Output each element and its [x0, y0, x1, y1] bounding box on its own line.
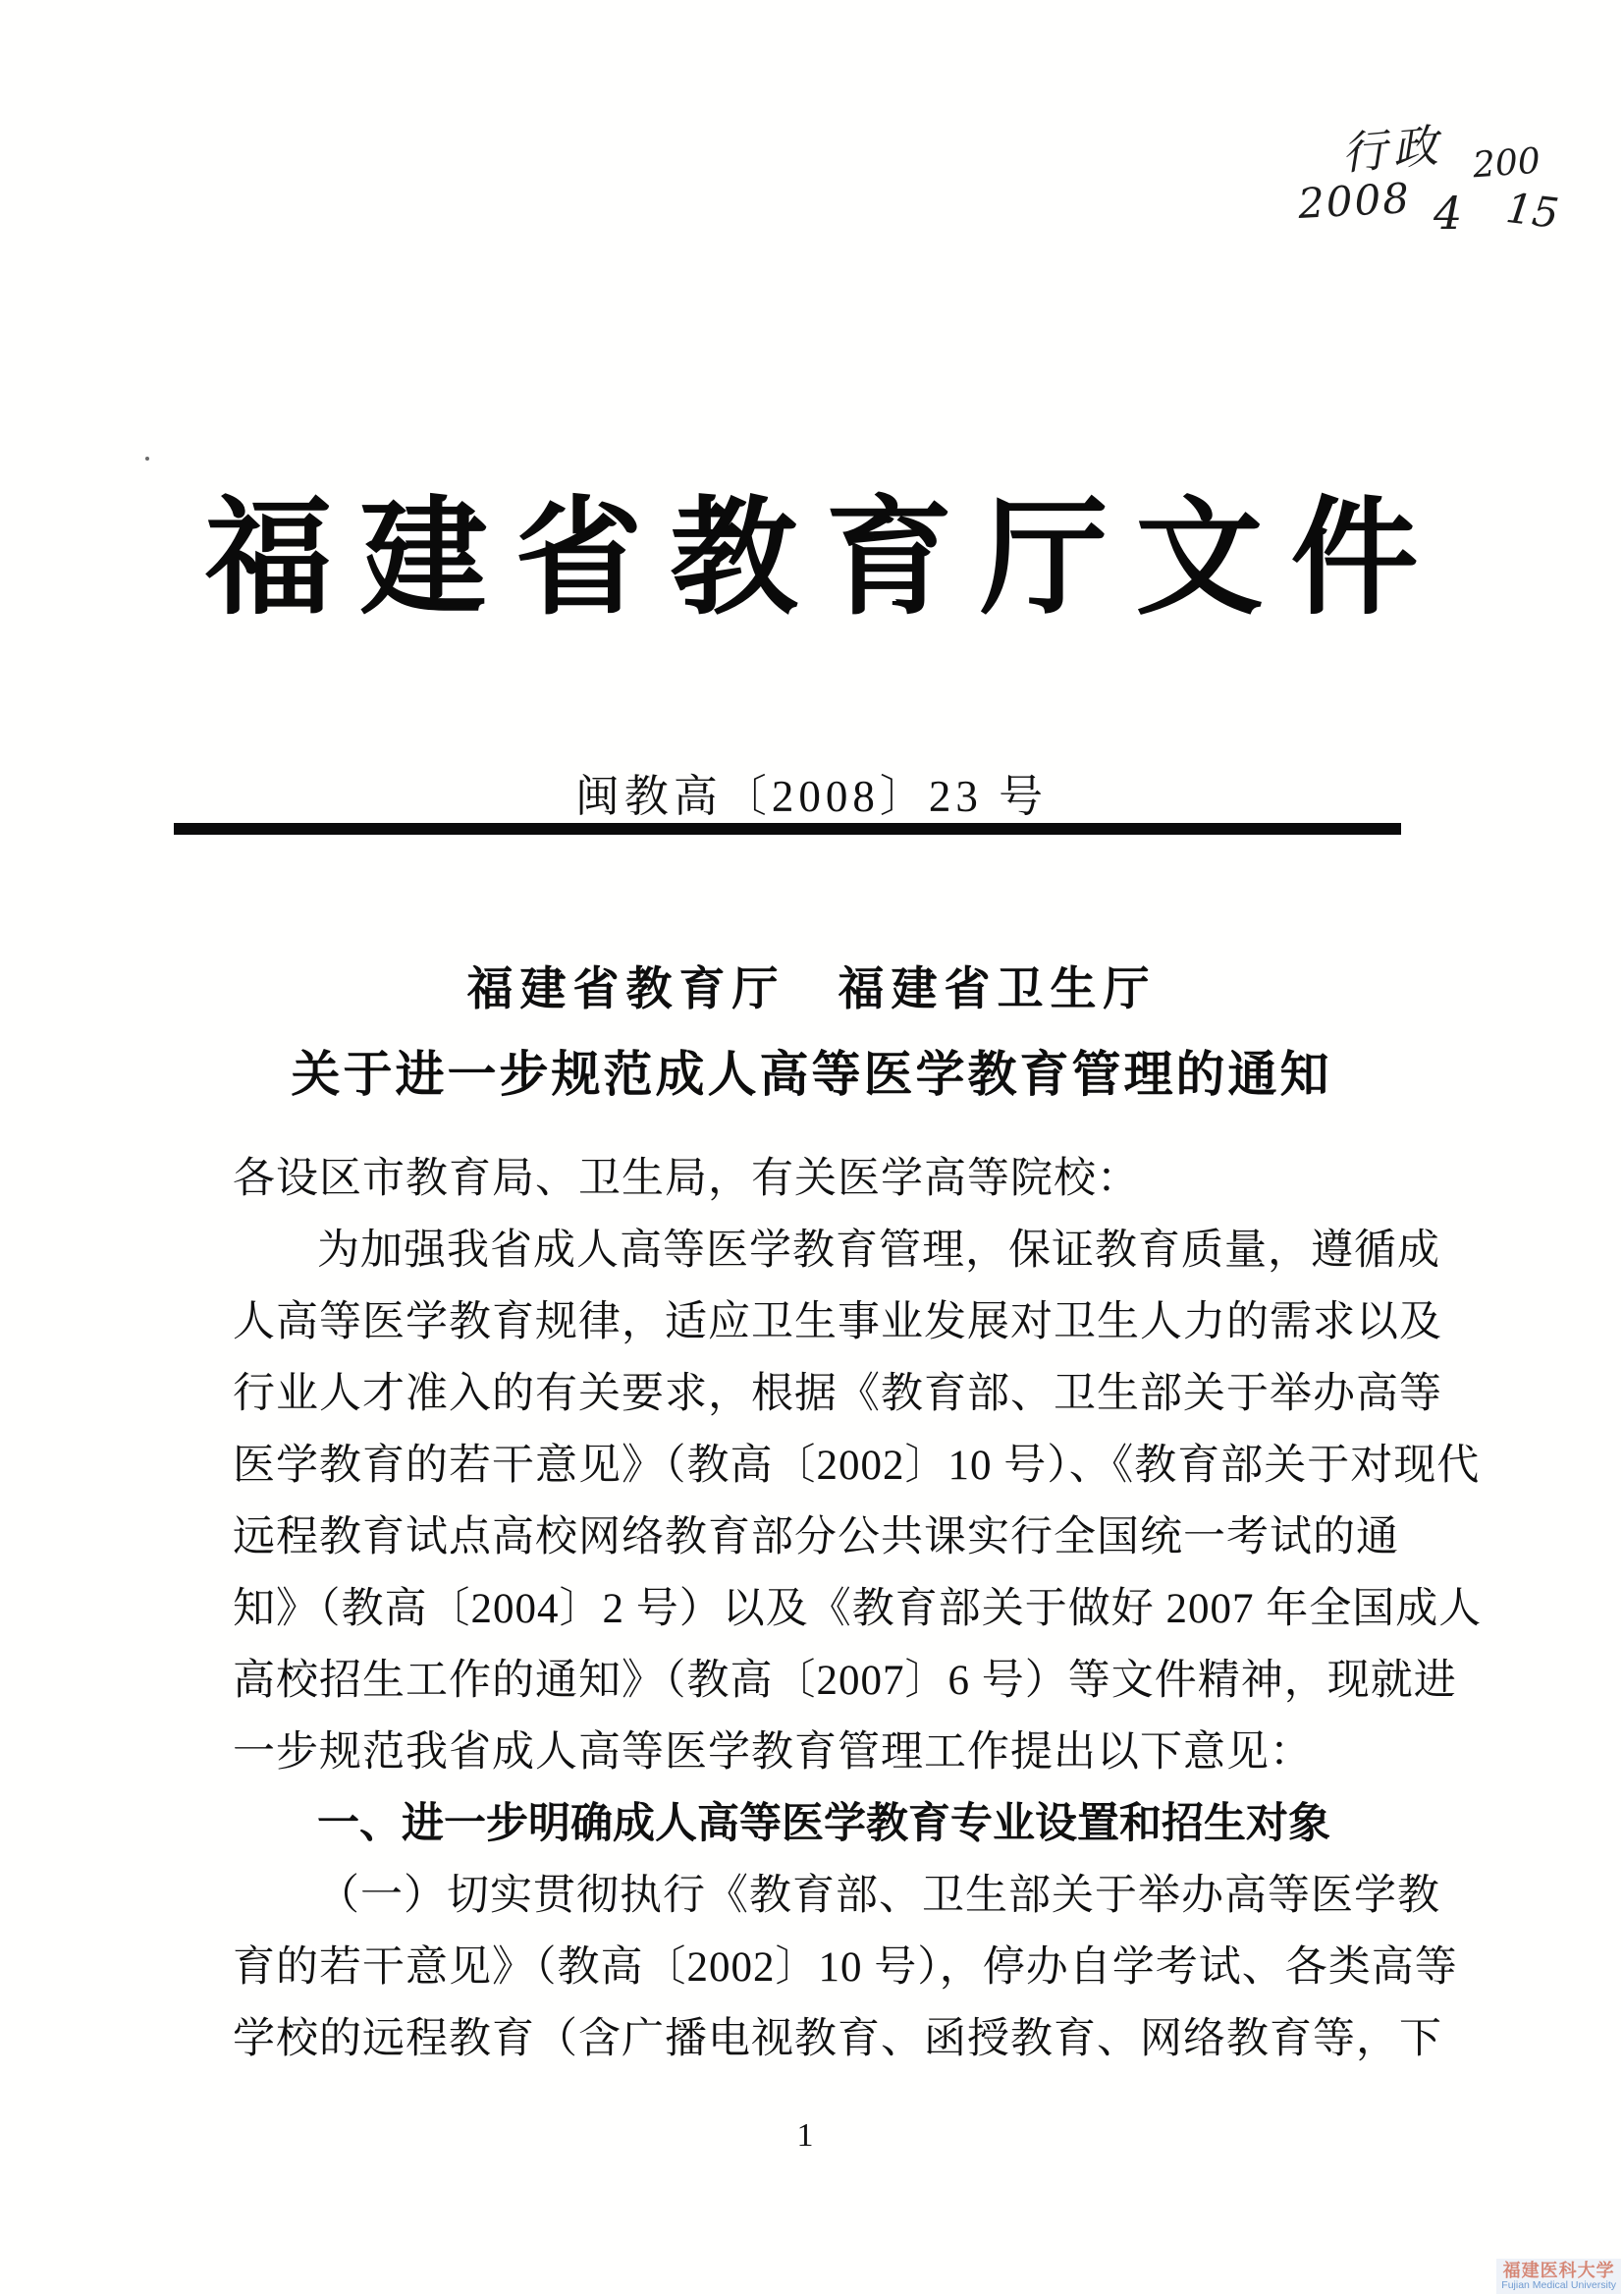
handwriting-year: 2008 [1296, 174, 1413, 228]
body-line: （一）切实贯彻执行《教育部、卫生部关于举办高等医学教 [317, 1873, 1440, 1919]
handwriting-day: 15 [1503, 183, 1562, 239]
salutation-line: 各设区市教育局、卫生局，有关医学高等院校： [233, 1156, 1140, 1202]
body-line: 医学教育的若干意见》（教高〔2002〕10 号）、《教育部关于对现代 [233, 1443, 1481, 1489]
handwriting-month: 4 [1434, 187, 1463, 240]
notice-title: 关于进一步规范成人高等医学教育管理的通知 [291, 1047, 1332, 1102]
watermark-chinese: 福建医科大学 [1502, 2260, 1615, 2280]
body-line: 知》（教高〔2004〕2 号）以及《教育部关于做好 2007 年全国成人 [233, 1586, 1483, 1632]
section-heading: 一、进一步明确成人高等医学教育专业设置和招生对象 [317, 1800, 1330, 1847]
body-line: 学校的远程教育（含广播电视教育、函授教育、网络教育等，下 [233, 2016, 1442, 2062]
body-line: 一步规范我省成人高等医学教育管理工作提出以下意见： [233, 1729, 1313, 1776]
page-number: 1 [796, 2117, 814, 2154]
document-body [233, 1143, 1489, 2075]
document-number: 闽教高〔2008〕23 号 [574, 772, 1049, 821]
handwriting-number-top: 200 [1471, 140, 1542, 187]
document-letterhead-title: 福建省教育厅文件 [204, 486, 1446, 629]
watermark-english: Fujian Medical University [1501, 2279, 1616, 2292]
scan-speck [145, 457, 149, 461]
body-line: 育的若干意见》（教高〔2002〕10 号），停办自学考试、各类高等 [233, 1944, 1458, 1991]
body-line: 高校招生工作的通知》（教高〔2007〕6 号）等文件精神，现就进 [233, 1658, 1457, 1704]
body-line: 远程教育试点高校网络教育部分公共课实行全国统一考试的通 [233, 1514, 1399, 1560]
watermark [1496, 2259, 1621, 2294]
letterhead-divider-rule [174, 823, 1401, 835]
body-line: 行业人才准入的有关要求，根据《教育部、卫生部关于举办高等 [233, 1371, 1442, 1417]
issuing-agencies: 福建省教育厅 福建省卫生厅 [466, 964, 1157, 1015]
body-line: 人高等医学教育规律，适应卫生事业发展对卫生人力的需求以及 [233, 1299, 1442, 1345]
handwriting-word: 行政 [1339, 118, 1446, 181]
body-line: 为加强我省成人高等医学教育管理，保证教育质量，遵循成 [317, 1228, 1440, 1274]
